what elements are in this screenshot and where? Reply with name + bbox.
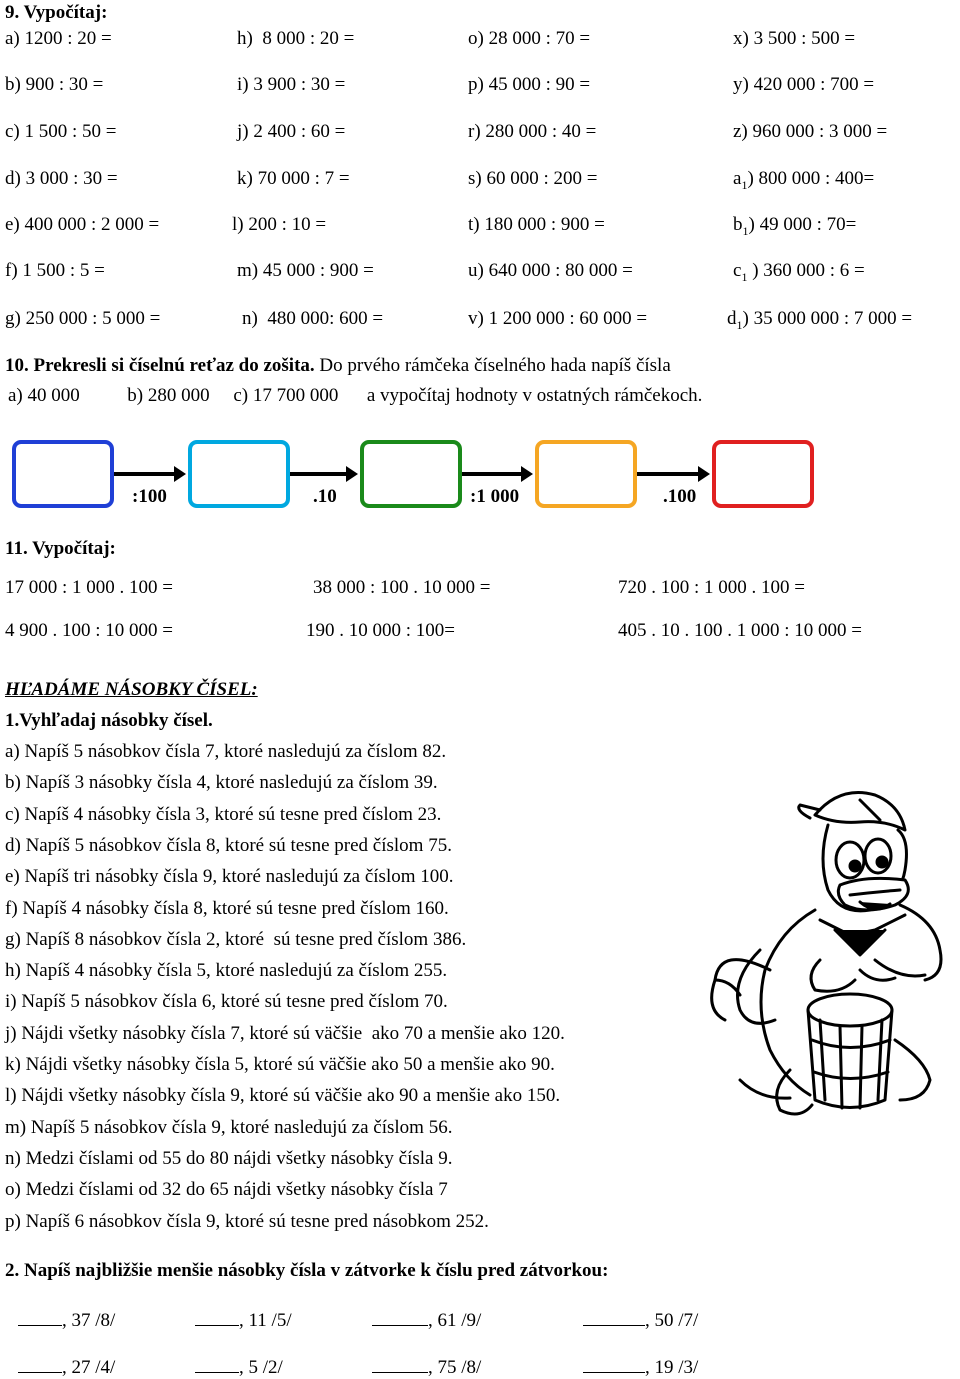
ex9-item: f) 1 500 : 5 = (5, 260, 105, 281)
ex9-item: v) 1 200 000 : 60 000 = (468, 308, 648, 329)
task2-item-text: , 5 /2/ (239, 1357, 283, 1378)
chain-arrow-head-4 (698, 466, 710, 482)
ex9-item: m) 45 000 : 900 = (237, 260, 374, 281)
ex9-item: i) 3 900 : 30 = (237, 74, 346, 95)
task1-item: b) Napíš 3 násobky čísla 4, ktoré nasledujú za číslom 39. (5, 772, 438, 793)
ex11-r2-c1: 4 900 . 100 : 10 000 = (5, 620, 173, 641)
chain-box-2 (188, 440, 290, 508)
answer-blank[interactable] (583, 1309, 645, 1326)
ex9-item-subscript: 1 (736, 317, 743, 332)
task1-item: e) Napíš tri násobky čísla 9, ktoré nasledujú za číslom 100. (5, 866, 454, 887)
ex9-item: s) 60 000 : 200 = (468, 168, 598, 189)
ex9-item: c) 1 500 : 50 = (5, 121, 117, 142)
chain-arrow-line-4 (637, 472, 698, 476)
ex9-item: t) 180 000 : 900 = (468, 214, 605, 235)
chain-box-4 (535, 440, 637, 508)
ex9-item (733, 168, 874, 196)
task2-item (18, 1356, 115, 1379)
ex11-r1-c1: 17 000 : 1 000 . 100 = (5, 577, 173, 598)
chain-arrow-line-2 (290, 472, 346, 476)
ex9-item: g) 250 000 : 5 000 = (5, 308, 161, 329)
chain-op-2: .10 (313, 486, 337, 507)
ex10-line2: a) 40 000 b) 280 000 c) 17 700 000 a vypočítaj hodnoty v ostatných rámčekoch. (8, 385, 703, 406)
ex9-item: o) 28 000 : 70 = (468, 28, 591, 49)
answer-blank[interactable] (195, 1356, 239, 1373)
task2-item-text: , 19 /3/ (645, 1357, 699, 1378)
task1-title: 1.Vyhľadaj násobky čísel. (5, 710, 213, 731)
ex9-item: x) 3 500 : 500 = (733, 28, 856, 49)
answer-blank[interactable] (18, 1356, 62, 1373)
ex9-item: k) 70 000 : 7 = (237, 168, 350, 189)
task2-item (583, 1309, 698, 1332)
chain-op-4: .100 (663, 486, 697, 507)
ex9-item (727, 308, 912, 336)
ex9-item: a) 1200 : 20 = (5, 28, 112, 49)
answer-blank[interactable] (18, 1309, 62, 1326)
ex9-item-subscript: 1 (741, 177, 748, 192)
chain-op-1: :100 (132, 486, 167, 507)
task1-item: h) Napíš 4 násobky čísla 5, ktoré nasledujú za číslom 255. (5, 960, 448, 981)
ex9-item-text: ) 360 000 : 6 = (747, 260, 865, 281)
ex9-item: h) 8 000 : 20 = (237, 28, 355, 49)
chain-op-3: :1 000 (470, 486, 520, 507)
task2-item (583, 1356, 698, 1379)
ex9-item: n) 480 000: 600 = (242, 308, 384, 329)
ex11-title: 11. Vypočítaj: (5, 538, 116, 559)
task1-item: f) Napíš 4 násobky čísla 8, ktoré sú tesne pred číslom 160. (5, 898, 449, 919)
task2-item-text: , 37 /8/ (62, 1310, 116, 1331)
task1-item: g) Napíš 8 násobkov čísla 2, ktoré sú tesne pred číslom 386. (5, 929, 467, 950)
task1-item: n) Medzi číslami od 55 do 80 nájdi všetky násobky čísla 9. (5, 1148, 453, 1169)
chain-arrow-line-3 (462, 472, 521, 476)
ex11-r1-c3: 720 . 100 : 1 000 . 100 = (618, 577, 805, 598)
task2-item-text: , 27 /4/ (62, 1357, 116, 1378)
ex9-item-prefix: d (727, 308, 737, 329)
donald-duck-drum-illustration (700, 780, 945, 1125)
task1-item: o) Medzi číslami od 32 do 65 nájdi všetky násobky čísla 7 (5, 1179, 448, 1200)
ex9-item-prefix: a (733, 168, 742, 189)
answer-blank[interactable] (583, 1356, 645, 1373)
task2-item (372, 1356, 481, 1379)
task2-item (195, 1309, 292, 1332)
ex9-title: 9. Vypočítaj: (5, 2, 108, 23)
answer-blank[interactable] (195, 1309, 239, 1326)
ex9-item: z) 960 000 : 3 000 = (733, 121, 888, 142)
task1-item: a) Napíš 5 násobkov čísla 7, ktoré nasledujú za číslom 82. (5, 741, 447, 762)
task1-item: c) Napíš 4 násobky čísla 3, ktoré sú tesne pred číslom 23. (5, 804, 442, 825)
task1-item: j) Nájdi všetky násobky čísla 7, ktoré sú väčšie ako 70 a menšie ako 120. (5, 1023, 565, 1044)
chain-box-5 (712, 440, 814, 508)
ex9-item: y) 420 000 : 700 = (733, 74, 875, 95)
task2-title: 2. Napíš najbližšie menšie násobky čísla v zátvorke k číslu pred zátvorkou: (5, 1260, 609, 1281)
ex10-instruction (5, 355, 671, 377)
ex10-title: 10. Prekresli si číselnú reťaz do zošita. (5, 355, 315, 376)
ex9-item-text: ) 800 000 : 400= (747, 168, 875, 189)
task2-item-text: , 50 /7/ (645, 1310, 699, 1331)
chain-arrow-head-3 (521, 466, 533, 482)
ex9-item-prefix: b (733, 214, 743, 235)
ex9-item: p) 45 000 : 90 = (468, 74, 591, 95)
task1-item: l) Nájdi všetky násobky čísla 9, ktoré sú väčšie ako 90 a menšie ako 150. (5, 1085, 561, 1106)
ex9-item: r) 280 000 : 40 = (468, 121, 597, 142)
ex9-item-prefix: c (733, 260, 742, 281)
task2-item-text: , 75 /8/ (428, 1357, 482, 1378)
ex9-item: l) 200 : 10 = (232, 214, 327, 235)
chain-box-3 (360, 440, 462, 508)
task1-item: i) Napíš 5 násobkov čísla 6, ktoré sú tesne pred číslom 70. (5, 991, 448, 1012)
chain-arrow-head-2 (346, 466, 358, 482)
chain-arrow-head-1 (174, 466, 186, 482)
chain-arrow-line-1 (114, 472, 174, 476)
ex10-title-rest: Do prvého rámčeka číselného hada napíš čísla (314, 355, 671, 376)
ex9-item-text: ) 35 000 000 : 7 000 = (742, 308, 913, 329)
ex9-item-text: ) 49 000 : 70= (748, 214, 857, 235)
ex9-item: b) 900 : 30 = (5, 74, 104, 95)
ex9-item: e) 400 000 : 2 000 = (5, 214, 160, 235)
ex9-item-subscript: 1 (741, 269, 748, 284)
ex9-item: j) 2 400 : 60 = (237, 121, 346, 142)
chain-box-1 (12, 440, 114, 508)
ex9-item: d) 3 000 : 30 = (5, 168, 118, 189)
section-heading: HĽADÁME NÁSOBKY ČÍSEL: (5, 679, 258, 700)
answer-blank[interactable] (372, 1309, 428, 1326)
task2-item (195, 1356, 283, 1379)
task1-item: p) Napíš 6 násobkov čísla 9, ktoré sú tesne pred násobkom 252. (5, 1211, 489, 1232)
task2-item-text: , 61 /9/ (428, 1310, 482, 1331)
answer-blank[interactable] (372, 1356, 428, 1373)
ex9-item: u) 640 000 : 80 000 = (468, 260, 633, 281)
task2-item-text: , 11 /5/ (239, 1310, 292, 1331)
ex9-item-subscript: 1 (742, 223, 749, 238)
ex11-r2-c3: 405 . 10 . 100 . 1 000 : 10 000 = (618, 620, 862, 641)
task1-item: d) Napíš 5 násobkov čísla 8, ktoré sú tesne pred číslom 75. (5, 835, 452, 856)
task2-item (372, 1309, 481, 1332)
ex9-item (733, 260, 865, 288)
ex11-r1-c2: 38 000 : 100 . 10 000 = (313, 577, 491, 598)
ex11-r2-c2: 190 . 10 000 : 100= (306, 620, 455, 641)
ex9-item (733, 214, 856, 242)
task2-item (18, 1309, 115, 1332)
task1-item: m) Napíš 5 násobkov čísla 9, ktoré nasledujú za číslom 56. (5, 1117, 453, 1138)
task1-item: k) Nájdi všetky násobky čísla 5, ktoré sú väčšie ako 50 a menšie ako 90. (5, 1054, 555, 1075)
